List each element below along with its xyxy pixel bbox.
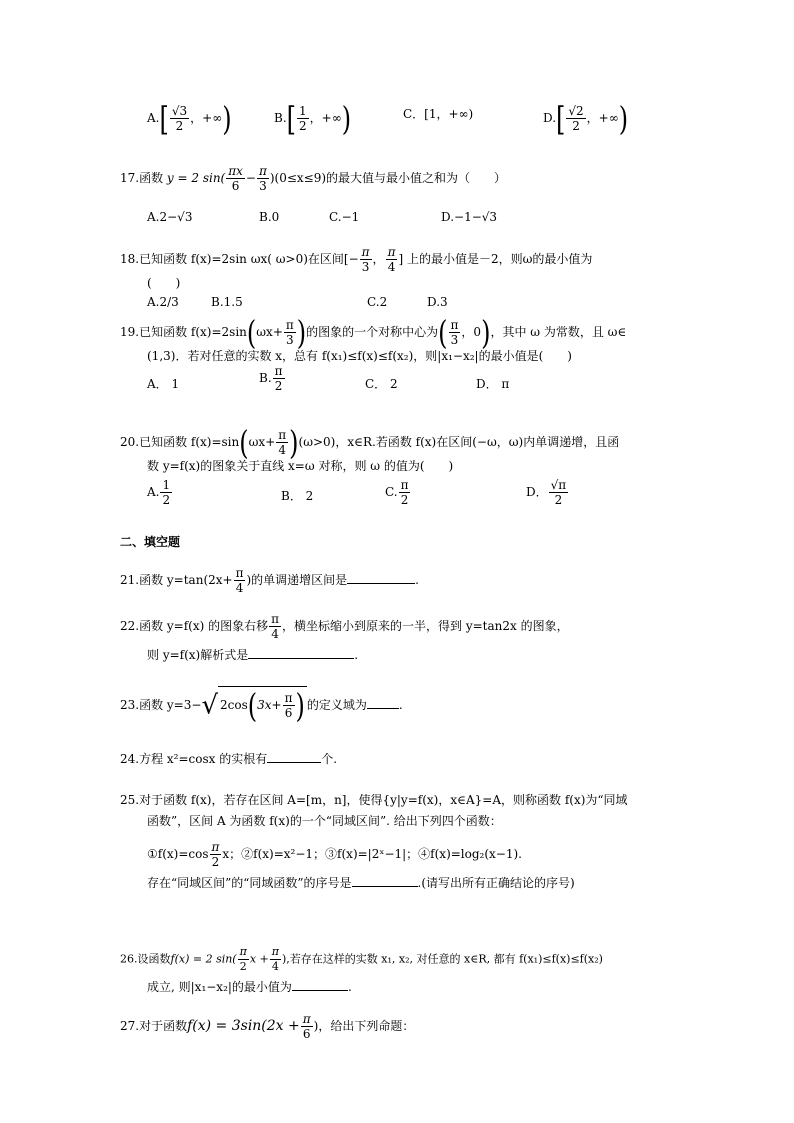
bracket: [ [286,99,297,138]
q20-stem [120,423,620,462]
q19-option-a: A． 1 [147,377,180,391]
question-mid: 的图象的一个对称中心为 [306,325,439,339]
fraction [210,840,222,869]
numerator: π [274,364,283,378]
paren: ) [341,99,352,138]
numerator: π [235,566,244,580]
numerator: π [271,612,280,626]
numerator: 1 [299,104,307,118]
paren: ) [295,686,305,725]
q22-line2 [147,644,358,665]
question-prefix: 21.函数 y=tan(2x+ [120,573,233,587]
period: . [347,980,352,994]
q18-stem [120,245,592,274]
question-prefix: 18.已知函数 f(x)=2sin ωx( ω>0)在区间[− [120,252,359,266]
q18-option-a: A.2/3 [147,295,179,309]
fraction [226,164,245,193]
question-prefix: 17.函数 [120,171,164,185]
function-expr: f(x) = 3sin(2x + [187,1018,300,1034]
paren: ( [239,423,249,462]
option-tail: ，+∞ [190,111,223,125]
denominator: 4 [387,260,396,274]
question-suffix: )(0≤x≤9)的最大值与最小值之和为（ ） [269,171,507,185]
denominator: 3 [286,333,294,347]
q25-line2: 函数”，区间 A 为函数 f(x)的一个“同域区间”. 给出下列四个函数： [147,814,502,828]
fraction [170,104,189,133]
option-label: A. [147,111,160,125]
paren: ( [247,686,258,725]
bracket: [ [556,99,566,138]
option-label: B. [274,111,287,125]
option-label: A. [147,485,160,499]
denominator: 2 [299,119,307,133]
section-heading: 二、填空题 [120,535,181,549]
sqrt-sign: √ [201,690,219,721]
denominator: 6 [284,706,293,720]
question-text: 成立, 则|x₁−x₂|的最小值为 [147,980,292,994]
q25-line1: 25.对于函数 f(x)，若存在区间 A=[m，n]，使得{y|y=f(x)，x∈A}=A，则称函数 f(x)为“同域 [120,793,628,807]
q18-option-b: B.1.5 [211,295,243,309]
function-expr: y = 2 sin( [166,171,226,185]
fraction [269,612,281,641]
minus-sign: − [245,171,256,185]
answer-blank[interactable] [352,872,418,887]
paren: ) [289,423,299,462]
denominator: 4 [271,960,279,973]
point-coord: ，0 [461,325,482,339]
period: . [398,698,403,712]
numerator: π [387,245,396,259]
answer-blank[interactable] [367,694,399,709]
numerator: π [239,945,247,958]
denominator: 2 [211,855,220,869]
paren: ) [296,313,307,352]
numerator: π [400,478,409,492]
question-prefix: 27.对于函数 [120,1019,188,1033]
answer-blank[interactable] [267,748,321,763]
question-suffix: )，给出下列命题： [313,1019,415,1033]
fraction [399,478,411,507]
question-suffix: (ω>0)，x∈R.若函数 f(x)在区间(−ω，ω)内单调递增，且函 [298,435,620,449]
paren: ) [618,99,629,138]
option-label: C. [385,485,398,499]
fraction [276,428,288,457]
question-text: x；②f(x)=x²−1；③f(x)=|2ˣ−1|；④f(x)=log₂(x−1). [222,847,522,861]
q26-stem [120,945,603,974]
question-prefix: 23.函数 y=3− [120,698,202,712]
question-text: 则 y=f(x)解析式是 [147,648,249,662]
period: . [354,648,359,662]
question-suffix: 的定义域为 [306,698,367,712]
option-label: D. [543,111,557,125]
numerator: π [278,428,287,442]
inner-expr: ωx+ [248,435,276,449]
fraction [284,318,296,347]
q16-option-d [543,99,629,138]
denominator: 2 [554,493,563,507]
question-suffix: )的单调递增区间是 [246,573,348,587]
numerator: √π [550,478,567,492]
denominator: 4 [271,627,279,641]
question-text: ①f(x)=cos [147,847,209,861]
q19-option-c: C． 2 [365,377,398,391]
option-tail: ，+∞ [586,111,619,125]
fraction [386,245,398,274]
fraction [283,691,295,720]
question-suffix: .(请写出所有正确结论的序号) [417,876,575,890]
fraction [566,104,585,133]
paren: ) [481,313,491,352]
numerator: π [284,691,293,705]
q21-stem [120,566,419,595]
numerator: 1 [162,478,171,492]
question-prefix: 20.已知函数 f(x)=sin [120,435,240,449]
fraction [160,478,172,507]
paren: ) [222,99,232,138]
q19-line2: (1,3)．若对任意的实数 x，总有 f(x₁)≤f(x)≤f(x₂)，则|x₁−x₂|的最小值是( ) [147,349,572,363]
q20-option-a [147,478,173,507]
question-text: 存在“同域区间”的“同域函数”的序号是 [147,876,352,890]
question-prefix: 22.函数 y=f(x) 的图象右移 [120,619,269,633]
q16-option-b [274,99,352,138]
numerator: π [450,318,459,332]
answer-blank[interactable] [347,569,415,584]
q27-stem [120,1012,414,1041]
q20-option-c [385,478,411,507]
q19-option-b [259,364,286,393]
answer-blank[interactable] [292,976,348,991]
q26-line2 [147,976,352,997]
q22-stem [120,612,569,641]
q16-option-c: C．[1，+∞) [403,107,474,121]
inner-expr: 2cos [220,698,248,712]
q25-line3 [147,840,522,869]
q20-option-d [526,478,569,507]
question-suffix: 个. [321,752,338,766]
fraction [297,104,309,133]
fraction [449,318,461,347]
numerator: πx [228,164,243,178]
numerator: π [211,840,220,854]
numerator: π [285,318,294,332]
inner-expr: 3x+ [257,698,282,712]
fraction [273,364,285,393]
inner-expr: ωx+ [256,325,283,339]
question-suffix: ] 上的最小值是－2，则ω的最小值为 [398,252,593,266]
q18-option-d: D.3 [427,295,448,309]
fraction [270,945,281,974]
denominator: 4 [278,443,287,457]
q19-stem [120,313,627,352]
fraction [234,566,246,595]
numerator: π [302,1012,311,1026]
fraction [238,945,249,974]
fraction [301,1012,313,1041]
q17-option-a: A.2−√3 [147,210,193,224]
question-suffix: ，横坐标缩小到原来的一半，得到 y=tan2x 的图象， [282,619,569,633]
answer-blank[interactable] [248,644,354,659]
numerator: π [271,945,279,958]
denominator: 2 [162,493,171,507]
numerator: √2 [568,104,584,118]
q18-option-c: C.2 [367,295,388,309]
paren: ( [246,313,257,352]
fraction [549,478,569,507]
fraction [257,164,269,193]
q16-option-a [147,99,232,138]
q20-line2: 数 y=f(x)的图象关于直线 x=ω 对称，则 ω 的值为( ) [147,459,454,473]
question-prefix: 26.设函数 [120,952,171,966]
denominator: 3 [361,260,370,274]
denominator: 6 [231,179,240,193]
q24-stem [120,748,337,769]
denominator: 2 [239,960,247,973]
denominator: 2 [175,119,184,133]
comma: ， [372,252,385,266]
function-expr: f(x) = 2 sin( [170,952,237,966]
q17-option-c: C.−1 [329,210,360,224]
q23-stem [120,686,403,724]
paren: ( [438,313,448,352]
sqrt-body [218,686,307,724]
denominator: 3 [259,179,267,193]
question-prefix: 24.方程 x²=cosx 的实根有 [120,752,268,766]
fraction [360,245,372,274]
question-suffix: ，其中 ω 为常数，且 ω∈ [490,325,627,339]
q20-option-b: B． 2 [281,489,314,503]
numerator: √3 [171,104,188,118]
function-expr: x + [249,952,269,966]
q19-option-d: D． π [476,377,510,391]
denominator: 6 [302,1027,311,1041]
option-tail: ，+∞ [309,111,342,125]
q17-stem [120,164,506,193]
q17-option-b: B.0 [259,210,280,224]
numerator: π [361,245,370,259]
q18-paren: ( ) [147,276,181,290]
denominator: 2 [572,119,580,133]
option-label: D． [526,485,548,499]
denominator: 2 [400,493,409,507]
question-suffix: ),若存在这样的实数 x₁, x₂, 对任意的 x∈R, 都有 f(x₁)≤f(x)≤f(x₂) [282,952,603,966]
denominator: 2 [274,379,283,393]
q17-option-d: D.−1−√3 [441,210,498,224]
option-label: B. [259,371,272,385]
numerator: π [258,164,267,178]
period: . [415,573,419,587]
bracket: [ [159,99,169,138]
denominator: 4 [235,581,244,595]
question-prefix: 19.已知函数 f(x)=2sin [120,325,247,339]
q25-line4 [147,872,575,893]
denominator: 3 [450,333,459,347]
